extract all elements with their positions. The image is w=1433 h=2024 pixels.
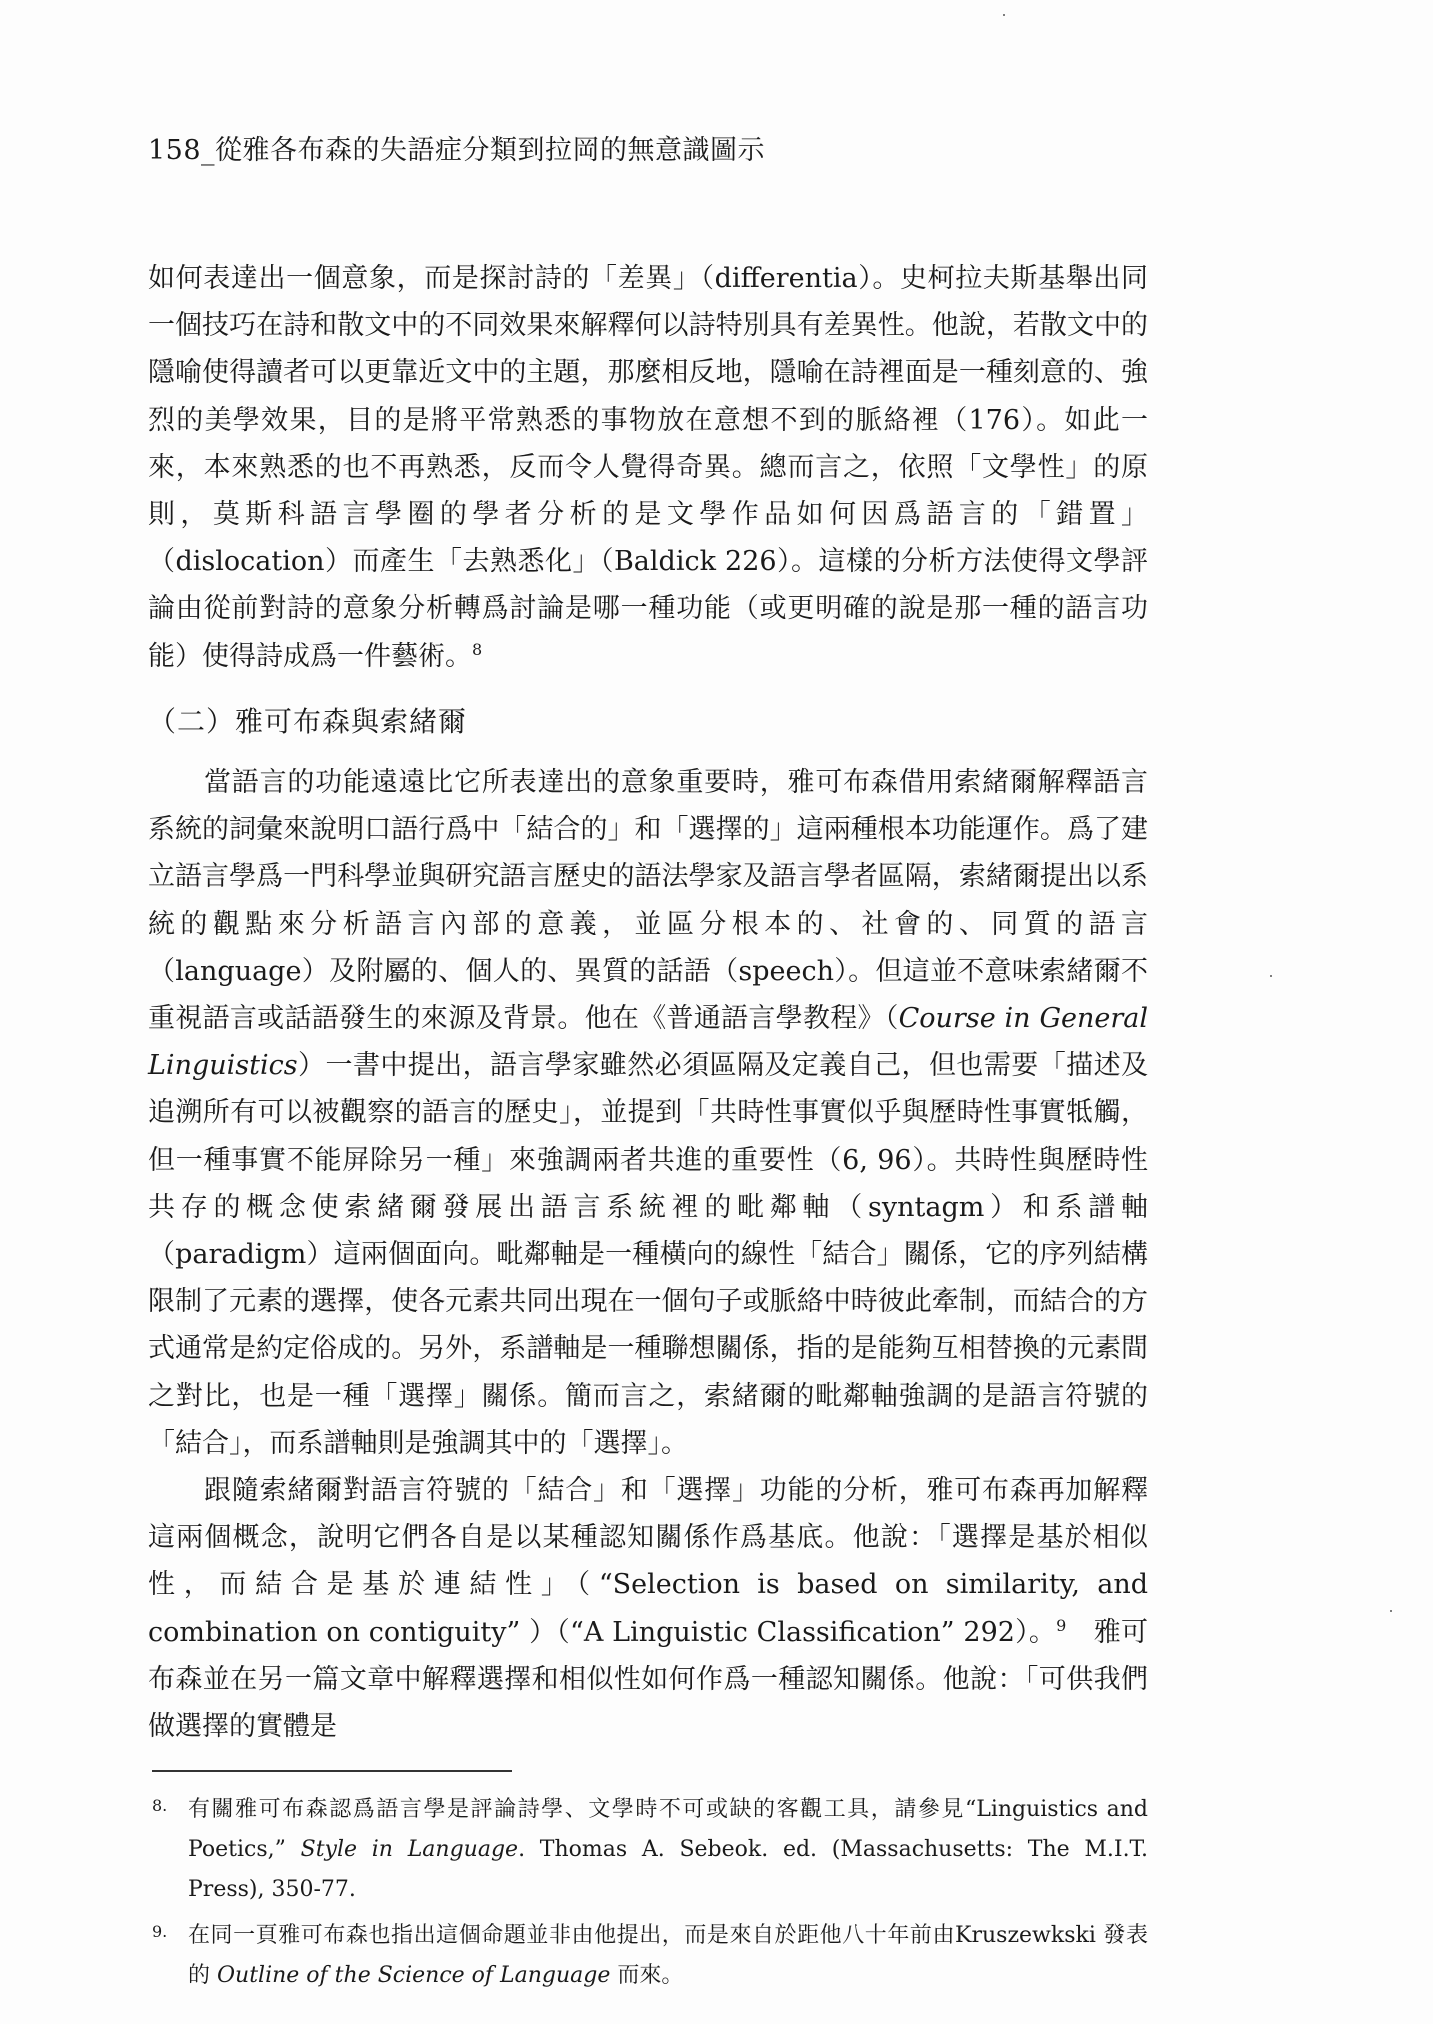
book-title-italic: Course in General Linguistics: [148, 1003, 1148, 1082]
running-head: 158_從雅各布森的失語症分類到拉岡的無意識圖示: [148, 135, 766, 166]
paragraph-3-text-b: 雅可布森並在另一篇文章中解釋選擇和相似性如何作爲一種認知關係。他說：「可供我們做選擇的實體是: [148, 1616, 1149, 1743]
footnote-8-text-b: . Thomas A. Sebeok. ed. (Massachusetts: The M.I.T. Press), 350-77.: [188, 1837, 1148, 1902]
section-heading: （二）雅可布森與索緒爾: [148, 704, 468, 738]
footnote-ref-9: 9: [1056, 1615, 1067, 1635]
paragraph-3-text-a: 跟隨索緒爾對語言符號的「結合」和「選擇」功能的分析，雅可布森再加解釋這兩個概念，說明它們各自是以某種認知關係作爲基底。他說：「選擇是基於相似性，而結合是基於連結性」（“Selection is based on similarity, and combination on contiguity” ）（“A Linguistic Classification” 292）。: [148, 1475, 1148, 1648]
paragraph-1-text: 如何表達出一個意象，而是探討詩的「差異」（differentia）。史柯拉夫斯基舉出同一個技巧在詩和散文中的不同效果來解釋何以詩特別具有差異性。他說，若散文中的隱喻使得讀者可以更靠近文中的主題，那麼相反地，隱喻在詩裡面是一種刻意的、強烈的美學效果，目的是將平常熟悉的事物放在意想不到的脈絡裡（176）。如此一來，本來熟悉的也不再熟悉，反而令人覺得奇異。總而言之，依照「文學性」的原則，莫斯科語言學圈的學者分析的是文學作品如何因爲語言的「錯置」（dislocation）而產生「去熟悉化」（Baldick 226）。這樣的分析方法使得文學評論由從前對詩的意象分析轉爲討論是哪一種功能（或更明確的說是那一種的語言功能）使得詩成爲一件藝術。: [148, 263, 1148, 672]
footnote-8: [152, 1790, 1148, 1910]
paragraph-2: [148, 759, 1148, 1467]
footnote-9: [152, 1916, 1148, 1996]
scan-speck: [1390, 1610, 1392, 1612]
body-text: [148, 255, 1148, 1750]
paragraph-1: [148, 255, 1148, 680]
footnotes: [152, 1790, 1148, 2002]
footnote-9-italic: Outline of the Science of Language: [217, 1963, 611, 1988]
footnote-ref-8: 8: [472, 639, 483, 659]
footnote-8-text-a: 有關雅可布森認爲語言學是評論詩學、文學時不可或缺的客觀工具，請參見“Linguistics and Poetics,”: [188, 1797, 1148, 1862]
paragraph-2-text-a: 當語言的功能遠遠比它所表達出的意象重要時，雅可布森借用索緒爾解釋語言系統的詞彙來說明口語行爲中「結合的」和「選擇的」這兩種根本功能運作。爲了建立語言學爲一門科學並與研究語言歷史的語法學家及語言學者區隔，索緒爾提出以系統的觀點來分析語言內部的意義，並區分根本的、社會的、同質的語言（language）及附屬的、個人的、異質的話語（speech）。但這並不意味索緒爾不重視語言或話語發生的來源及背景。他在《普通語言學教程》（: [148, 767, 1148, 1035]
paragraph-3: [148, 1467, 1148, 1750]
scan-speck: [1003, 14, 1005, 16]
footnote-9-mark: 9.: [152, 1922, 168, 1941]
footnote-8-italic: Style in Language: [300, 1837, 519, 1862]
paragraph-2-text-b: ）一書中提出，語言學家雖然必須區隔及定義自己，但也需要「描述及追溯所有可以被觀察的語言的歷史」，並提到「共時性事實似乎與歷時性事實牴觸，但一種事實不能屏除另一種」來強調兩者共進的重要性（6, 96）。共時性與歷時性共存的概念使索緒爾發展出語言系統裡的毗鄰軸（syntagm）和系譜軸（paradigm）這兩個面向。毗鄰軸是一種橫向的線性「結合」關係，它的序列結構限制了元素的選擇，使各元素共同出現在一個句子或脈絡中時彼此牽制，而結合的方式通常是約定俗成的。另外，系譜軸是一種聯想關係，指的是能夠互相替換的元素間之對比，也是一種「選擇」關係。簡而言之，索緒爾的毗鄰軸強調的是語言符號的「結合」，而系譜軸則是強調其中的「選擇」。: [148, 1050, 1148, 1459]
footnote-9-text-b: 而來。: [610, 1963, 684, 1988]
footnote-8-mark: 8.: [152, 1796, 168, 1815]
scan-speck: [1270, 975, 1272, 977]
footnote-9-text-a: 在同一頁雅可布森也指出這個命題並非由他提出，而是來自於距他八十年前由Kruszewkski 發表的: [188, 1923, 1148, 1988]
footnote-separator: [152, 1770, 512, 1772]
